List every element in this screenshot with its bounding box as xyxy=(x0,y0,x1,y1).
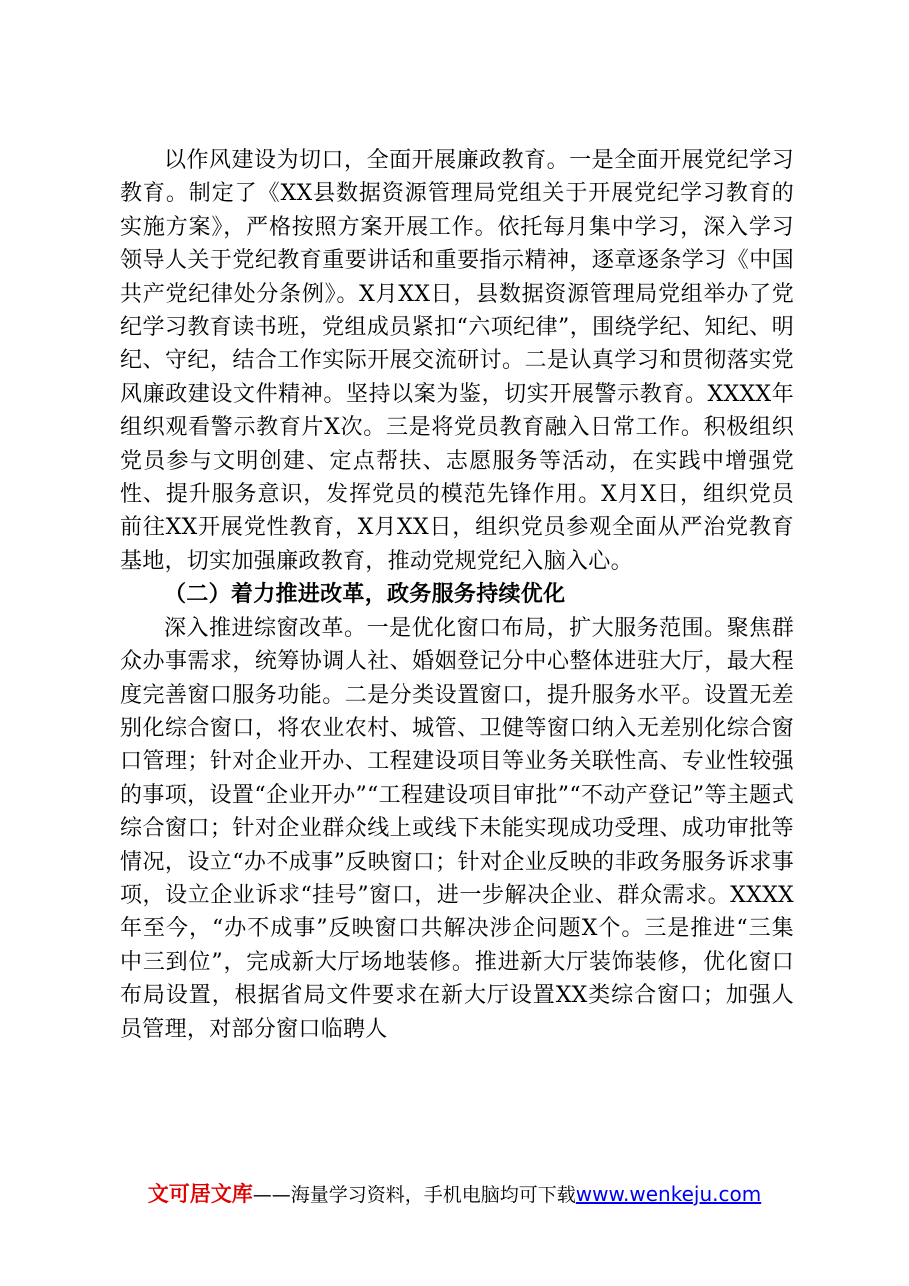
paragraph-party-discipline-education: 以作风建设为切口，全面开展廉政教育。一是全面开展党纪学习教育。制定了《XX县数据资源管理局党组关于开展党纪学习教育的实施方案》，严格按照方案开展工作。依托每月集中学习，深入学习领导人关于党纪教育重要讲话和重要指示精神，逐章逐条学习《中国共产党纪律处分条例》。X月XX日，县数据资源管理局党组举办了党纪学习教育读书班，党组成员紧扣“六项纪律”，围绕学纪、知纪、明纪、守纪，结合工作实际开展交流研讨。二是认真学习和贯彻落实党风廉政建设文件精神。坚持以案为鉴，切实开展警示教育。XXXX年组织观看警示教育片X次。三是将党员教育融入日常工作。积极组织党员参与文明创建、定点帮扶、志愿服务等活动，在实践中增强党性、提升服务意识，发挥党员的模范先锋作用。X月X日，组织党员前往XX开展党性教育，X月XX日，组织党员参观全面从严治党教育基地，切实加强廉政教育，推动党规党纪入脑入心。 xyxy=(120,148,794,574)
section-heading-reform: （二）着力推进改革，政务服务持续优化 xyxy=(164,581,566,608)
paragraph-window-reform: 深入推进综窗改革。一是优化窗口布局，扩大服务范围。聚焦群众办事需求，统筹协调人社、婚姻登记分中心整体进驻大厅，最大程度完善窗口服务功能。二是分类设置窗口，提升服务水平。设置无差别化综合窗口，将农业农村、城管、卫健等窗口纳入无差别化综合窗口管理；针对企业开办、工程建设项目等业务关联性高、专业性较强的事项，设置“企业开办”“工程建设项目审批”“不动产登记”等主题式综合窗口；针对企业群众线上或线下未能实现成功受理、成功审批等情况，设立“办不成事”反映窗口；针对企业反映的非政务服务诉求事项，设立企业诉求“挂号”窗口，进一步解决企业、群众需求。XXXX年至今，“办不成事”反映窗口共解决涉企问题X个。三是推进“三集中三到位”，完成新大厅场地装修。推进新大厅装饰装修，优化窗口布局设置，根据省局文件要求在新大厅设置XX类综合窗口；加强人员管理，对部分窗口临聘人 xyxy=(120,615,794,1042)
document-body xyxy=(120,144,794,1046)
footer-tagline: ——海量学习资料，手机电脑均可下载 xyxy=(252,1184,576,1206)
footer-banner xyxy=(0,1180,909,1209)
footer-brand: 文可居文库 xyxy=(147,1182,253,1206)
footer-website-link[interactable]: www.wenkeju.com xyxy=(575,1182,762,1206)
